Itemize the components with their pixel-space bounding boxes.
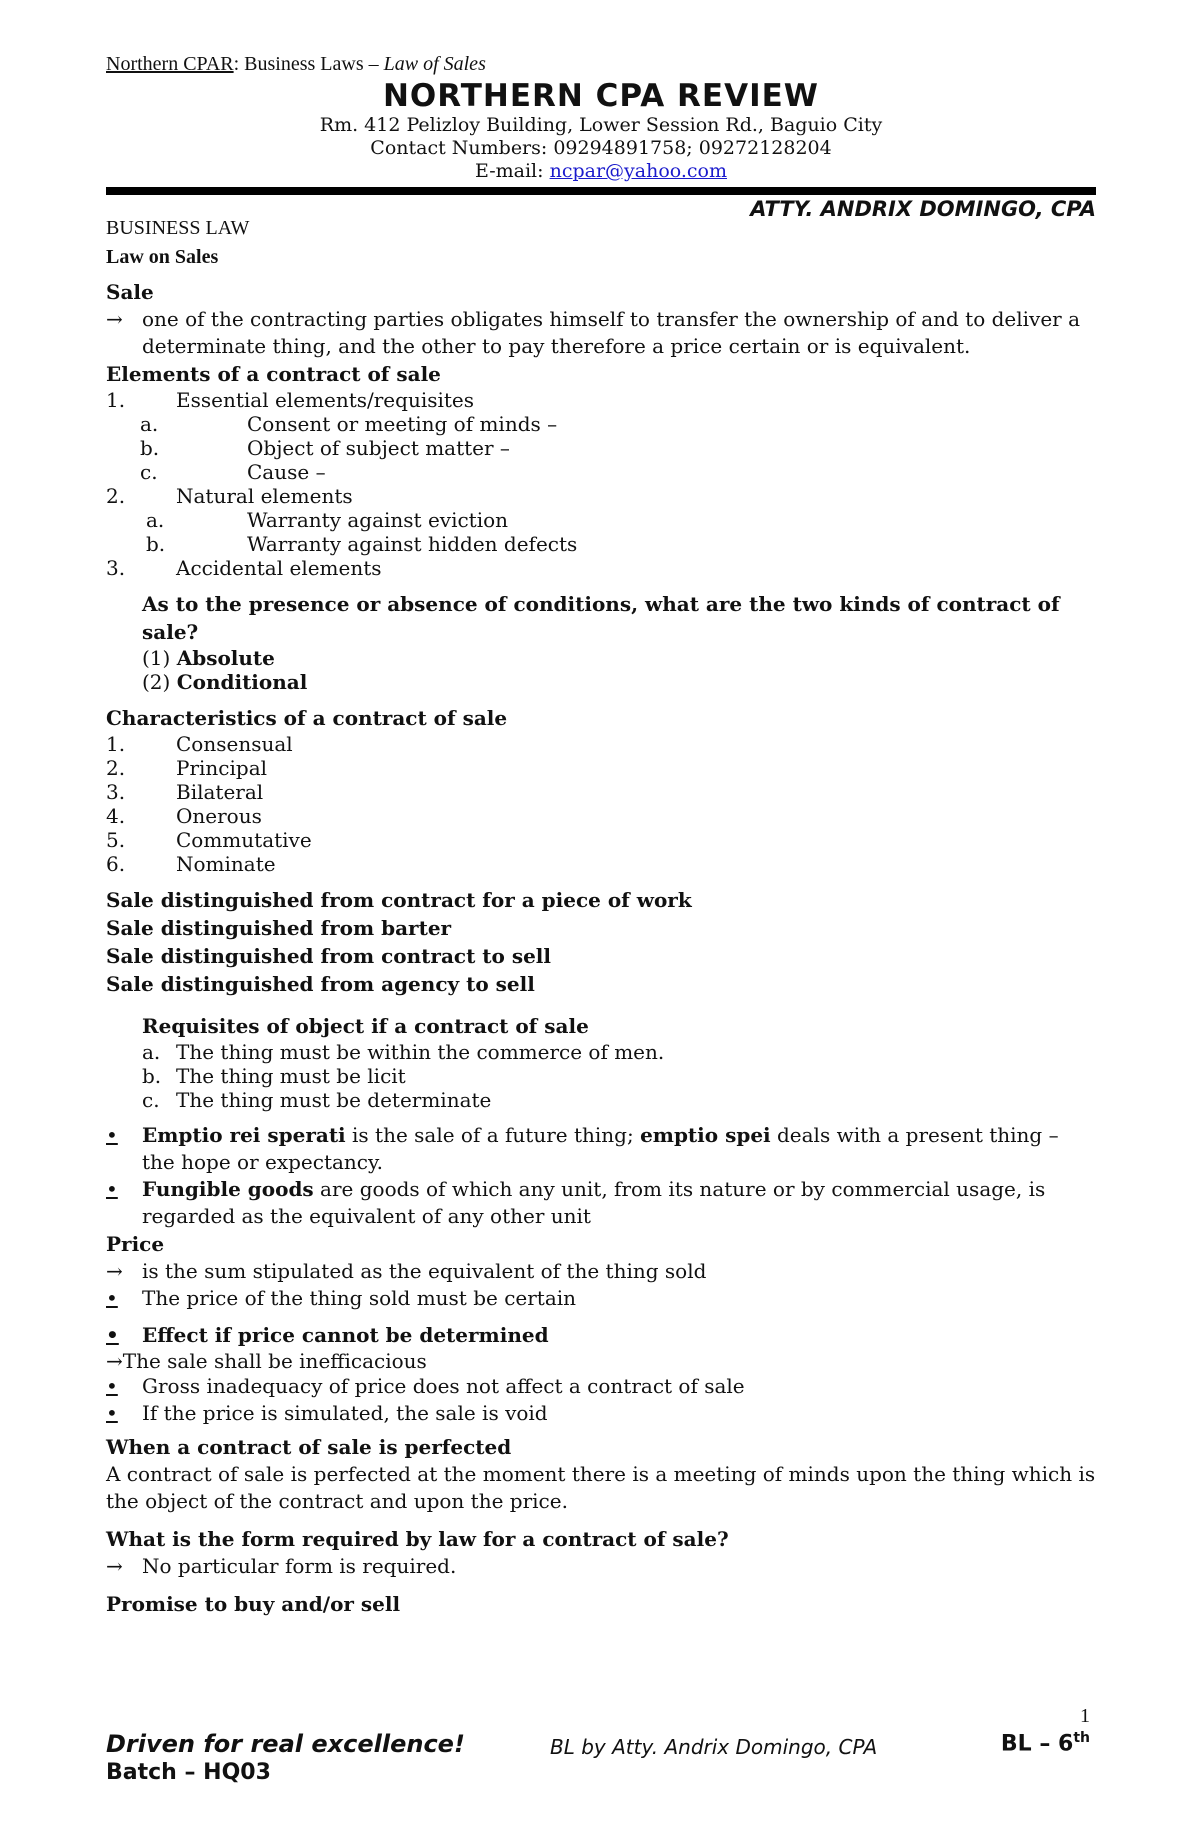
bullet-icon: • <box>106 1323 119 1347</box>
list-item: 3. Bilateral <box>106 780 264 804</box>
list-item: 2. Natural elements <box>106 484 353 508</box>
list-item: 6. Nominate <box>106 852 276 876</box>
price-heading: Price <box>106 1232 165 1256</box>
contact-line: Contact Numbers: 09294891758; 09272128204 <box>370 137 832 159</box>
fungible-bullet: • Fungible goods are goods of which any unit, from its nature or by commercial usage, is regarded as the equivalent of any other unit <box>106 1177 1046 1228</box>
email-line <box>106 160 1096 183</box>
topic-heading: Law on Sales <box>106 246 219 268</box>
author-name: ATTY. ANDRIX DOMINGO, CPA <box>750 197 1096 221</box>
price-definition: → is the sum stipulated as the equivalent of the thing sold <box>106 1259 707 1283</box>
arrow-icon: → <box>106 1554 123 1578</box>
running-header-org: Northern CPAR <box>106 53 234 75</box>
header-rule <box>106 187 1096 195</box>
list-item: b. Object of subject matter – <box>140 436 510 460</box>
requisites-heading: Requisites of object if a contract of sale <box>142 1014 589 1038</box>
footer-slogan: Driven for real excellence! <box>106 1730 465 1758</box>
elements-heading: Elements of a contract of sale <box>106 362 441 386</box>
bullet-icon: • <box>106 1401 118 1425</box>
footer-batch-code: BL – 6th <box>1000 1730 1090 1757</box>
emptio-bullet: • Emptio rei sperati is the sale of a future thing; emptio spei deals with a present thing – the hope or expectancy. <box>106 1123 1059 1174</box>
form-heading: What is the form required by law for a contract of sale? <box>106 1527 729 1551</box>
running-header <box>106 52 1096 76</box>
list-item: 5. Commutative <box>106 828 312 852</box>
list-item: a. The thing must be within the commerce of men. <box>142 1040 665 1064</box>
perfected-heading: When a contract of sale is perfected <box>106 1435 512 1459</box>
list-item: 2. Principal <box>106 756 268 780</box>
list-item: c. The thing must be determinate <box>142 1088 492 1112</box>
distinguished-heading: Sale distinguished from barter <box>106 916 452 940</box>
list-item: a. Warranty against eviction <box>146 508 509 532</box>
simulated-price: • If the price is simulated, the sale is void <box>106 1401 548 1425</box>
distinguished-heading: Sale distinguished from agency to sell <box>106 972 535 996</box>
subject-heading: BUSINESS LAW <box>106 217 250 239</box>
distinguished-heading: Sale distinguished from contract for a piece of work <box>106 888 692 912</box>
sale-heading: Sale <box>106 280 154 304</box>
distinguished-heading: Sale distinguished from contract to sell <box>106 944 551 968</box>
address-line: Rm. 412 Pelizloy Building, Lower Session Rd., Baguio City <box>319 114 883 136</box>
footer-byline: BL by Atty. Andrix Domingo, CPA <box>550 1735 878 1759</box>
gross-inadequacy: • Gross inadequacy of price does not affect a contract of sale <box>106 1374 745 1398</box>
list-item: 1. Consensual <box>106 732 293 756</box>
list-item: b. Warranty against hidden defects <box>146 532 578 556</box>
bullet-icon: • <box>106 1286 118 1310</box>
running-header-subject: : Business Laws – <box>233 53 384 75</box>
kinds-answer-1: (1) Absolute <box>142 646 275 670</box>
running-header-topic: Law of Sales <box>383 53 486 75</box>
kinds-answer-2: (2) Conditional <box>142 670 308 694</box>
arrow-icon: → <box>106 1259 123 1283</box>
list-item: b. The thing must be licit <box>142 1064 406 1088</box>
document-page <box>106 52 1096 1618</box>
perfected-text: A contract of sale is perfected at the moment there is a meeting of minds upon the thing which is the object of the contract and upon the price. <box>106 1462 1096 1513</box>
list-item: 4. Onerous <box>106 804 262 828</box>
price-certain: • The price of the thing sold must be certain <box>106 1286 577 1310</box>
effect-heading: • Effect if price cannot be determined <box>106 1323 549 1347</box>
bullet-icon: • <box>106 1374 118 1398</box>
email-link[interactable]: ncpar@yahoo.com <box>549 160 728 182</box>
email-label: E-mail: <box>474 160 550 182</box>
list-item: 3. Accidental elements <box>106 556 382 580</box>
document-title: NORTHERN CPA REVIEW <box>382 78 819 114</box>
promise-heading: Promise to buy and/or sell <box>106 1592 401 1616</box>
kinds-question: As to the presence or absence of conditions, what are the two kinds of contract of sale? <box>142 592 1060 644</box>
list-item: c. Cause – <box>140 460 326 484</box>
effect-text: →The sale shall be inefficacious <box>106 1349 427 1373</box>
bullet-icon: • <box>106 1177 118 1201</box>
bullet-icon: • <box>106 1123 118 1147</box>
form-answer: → No particular form is required. <box>106 1554 457 1578</box>
page-footer <box>106 1730 1096 1785</box>
list-item: a. Consent or meeting of minds – <box>140 412 558 436</box>
list-item: 1. Essential elements/requisites <box>106 388 475 412</box>
footer-batch-line: Batch – HQ03 <box>106 1760 271 1785</box>
arrow-icon: → <box>106 307 123 331</box>
sale-definition: → one of the contracting parties obligates himself to transfer the ownership of and to deliver a determinate thing, and the other to pay therefore a price certain or is equivalent. <box>106 307 1080 358</box>
characteristics-heading: Characteristics of a contract of sale <box>106 706 508 730</box>
page-number: 1 <box>1080 1705 1090 1727</box>
